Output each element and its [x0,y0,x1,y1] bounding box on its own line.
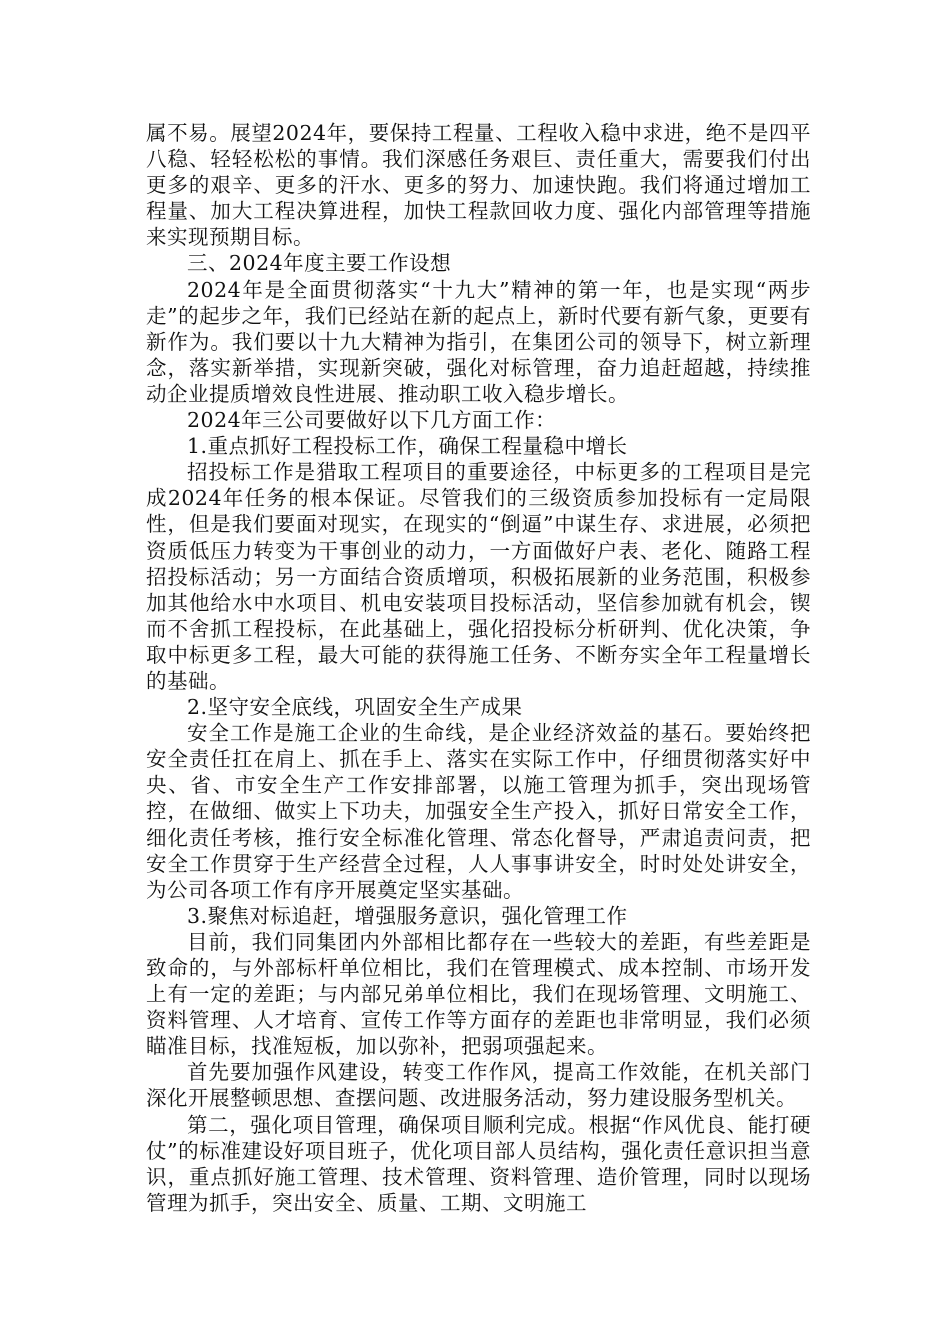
subheading-bidding-work: 1.重点抓好工程投标工作，确保工程量稳中增长 [187,434,628,459]
subheading-safety-bottom-line: 2.坚守安全底线，巩固安全生产成果 [187,695,523,720]
section-heading-work-plan: 三、2024年度主要工作设想 [187,251,452,276]
paragraph-safety-work: 安全工作是施工企业的生命线，是企业经济效益的基石。要始终把安全责任扛在肩上、抓在手上、落实在实际工作中，仔细贯彻落实好中央、省、市安全生产工作安排部署，以施工管理为抓手，突出现场管控，在做细、做实上下功夫，加强安全生产投入，抓好日常安全工作，细化责任考核，推行安全标准化管理、常态化督导，严肃追责问责，把安全工作贯穿于生产经营全过程，人人事事讲安全，时时处处讲安全，为公司各项工作有序开展奠定坚实基础。 [146,721,811,902]
paragraph-work-list-intro: 2024年三公司要做好以下几方面工作： [187,408,557,433]
paragraph-current-gaps: 目前，我们同集团内外部相比都存在一些较大的差距，有些差距是致命的，与外部标杆单位相比，我们在管理模式、成本控制、市场开发上有一定的差距；与内部兄弟单位相比，我们在现场管理、文明施工、资料管理、人才培育、宣传工作等方面存的差距也非常明显，我们必须瞄准目标，找准短板，加以弥补，把弱项强起来。 [146,929,811,1059]
paragraph-project-management: 第二，强化项目管理，确保项目顺利完成。根据“作风优良、能打硬仗”的标准建设好项目班子，优化项目部人员结构，强化责任意识担当意识，重点抓好施工管理、技术管理、资料管理、造价管理，同时以现场管理为抓手，突出安全、质量、工期、文明施工 [146,1112,811,1215]
paragraph-work-style: 首先要加强作风建设，转变工作作风，提高工作效能，在机关部门深化开展整顿思想、查摆问题、改进服务活动，努力建设服务型机关。 [146,1060,811,1111]
paragraph-work-plan-overview: 2024年是全面贯彻落实“十九大”精神的第一年，也是实现“两步走”的起步之年，我们已经站在新的起点上，新时代要有新气象，更要有新作为。我们要以十九大精神为指引，在集团公司的领导下，树立新理念，落实新举措，实现新突破，强化对标管理，奋力追赶超越，持续推动企业提质增效良性进展、推动职工收入稳步增长。 [146,277,811,406]
document-page [146,120,811,1216]
paragraph-bidding-work: 招投标工作是猎取工程项目的重要途径，中标更多的工程项目是完成2024年任务的根本保证。尽管我们的三级资质参加投标有一定局限性，但是我们要面对现实，在现实的“倒逼”中谋生存、求进展，必须把资质低压力转变为干事创业的动力，一方面做好户表、老化、随路工程招投标活动；另一方面结合资质增项，积极拓展新的业务范围，积极参加其他给水中水项目、机电安装项目投标活动，坚信参加就有机会，锲而不舍抓工程投标，在此基础上，强化招投标分析研判、优化决策，争取中标更多工程，最大可能的获得施工任务、不断夯实全年工程量增长的基础。 [146,460,811,693]
subheading-benchmarking-management: 3.聚焦对标追赶，增强服务意识，强化管理工作 [187,903,628,928]
paragraph-intro-continuation: 属不易。展望2024年，要保持工程量、工程收入稳中求进，绝不是四平八稳、轻轻松松的事情。我们深感任务艰巨、责任重大，需要我们付出更多的艰辛、更多的汗水、更多的努力、加速快跑。我们将通过增加工程量、加大工程决算进程，加快工程款回收力度、强化内部管理等措施来实现预期目标。 [146,121,811,250]
